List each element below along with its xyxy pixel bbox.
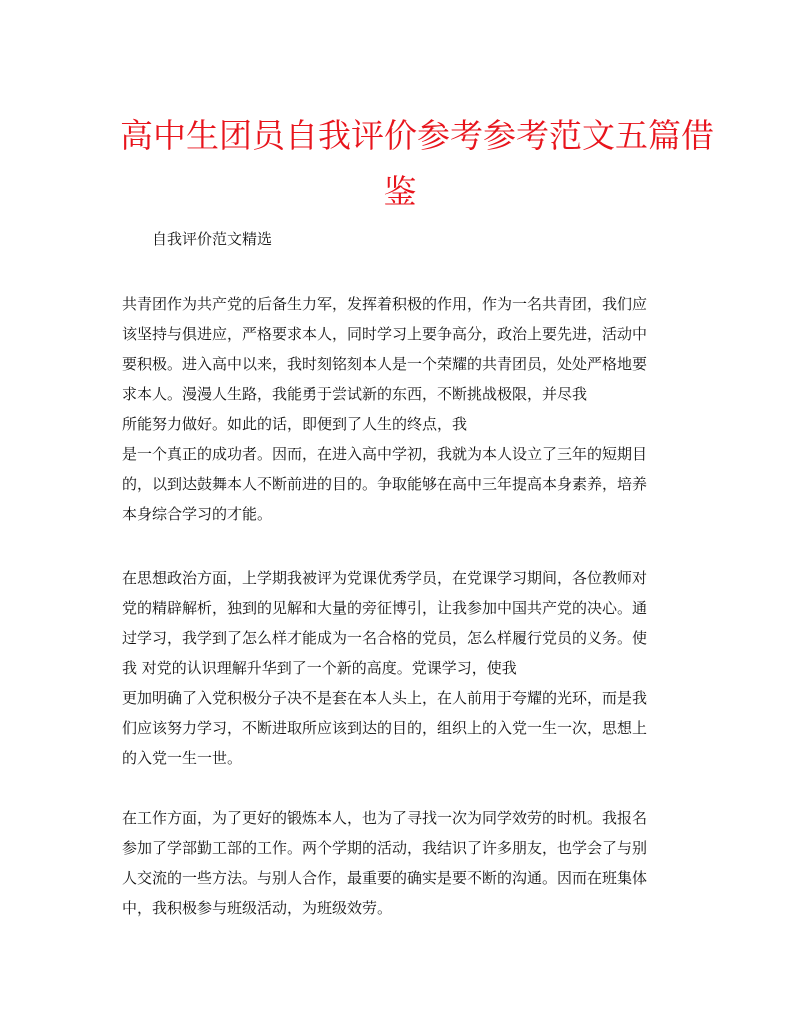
paragraph-line: 在工作方面，为了更好的锻炼本人，也为了寻找一次为同学效劳的时机。我报名 bbox=[122, 809, 648, 827]
title-line-1: 高中生团员自我评价参考参考范文五篇借 bbox=[120, 116, 714, 155]
paragraph-line: 们应该努力学习，不断进取所应该到达的目的，组织上的入党一生一次，思想上 bbox=[122, 719, 648, 737]
paragraph-line: 共青团作为共产党的后备生力军，发挥着积极的作用，作为一名共青团，我们应 bbox=[122, 295, 648, 313]
paragraph-line: 的入党一生一世。 bbox=[122, 749, 243, 767]
paragraph-2 bbox=[122, 563, 682, 773]
paragraph-line: 党的精辟解析，独到的见解和大量的旁征博引，让我参加中国共产党的决心。通 bbox=[122, 599, 648, 617]
paragraph-line: 过学习，我学到了怎么样才能成为一名合格的党员，怎么样履行党员的义务。使 bbox=[122, 629, 648, 647]
paragraph-line: 中，我积极参与班级活动，为班级效劳。 bbox=[122, 899, 393, 917]
paragraph-line: 求本人。漫漫人生路，我能勇于尝试新的东西，不断挑战极限，并尽我 bbox=[122, 385, 588, 403]
document-subtitle: 自我评价范文精选 bbox=[152, 230, 273, 248]
paragraph-line: 本身综合学习的才能。 bbox=[122, 505, 273, 523]
paragraph-3 bbox=[122, 803, 682, 923]
paragraph-line: 该坚持与俱进应，严格要求本人，同时学习上要争高分，政治上要先进，活动中 bbox=[122, 325, 648, 343]
title-line-2: 鉴 bbox=[383, 172, 417, 211]
paragraph-line: 在思想政治方面，上学期我被评为党课优秀学员，在党课学习期间，各位教师对 bbox=[122, 569, 648, 587]
paragraph-line: 更加明确了入党积极分子决不是套在本人头上，在人前用于夸耀的光环，而是我 bbox=[122, 689, 648, 707]
document-title bbox=[120, 108, 714, 220]
paragraph-line: 要积极。进入高中以来，我时刻铭刻本人是一个荣耀的共青团员，处处严格地要 bbox=[122, 355, 648, 373]
paragraph-line: 是一个真正的成功者。因而，在进入高中学初，我就为本人设立了三年的短期目 bbox=[122, 445, 648, 463]
paragraph-line: 参加了学部勤工部的工作。两个学期的活动，我结识了许多朋友，也学会了与别 bbox=[122, 839, 648, 857]
paragraph-line: 我 对党的认识理解升华到了一个新的高度。党课学习，使我 bbox=[122, 659, 517, 677]
paragraph-line: 所能努力做好。如此的话，即便到了人生的终点，我 bbox=[122, 415, 468, 433]
paragraph-1 bbox=[122, 289, 682, 529]
paragraph-line: 的，以到达鼓舞本人不断前进的目的。争取能够在高中三年提高本身素养，培养 bbox=[122, 475, 648, 493]
paragraph-line: 人交流的一些方法。与别人合作，最重要的确实是要不断的沟通。因而在班集体 bbox=[122, 869, 648, 887]
